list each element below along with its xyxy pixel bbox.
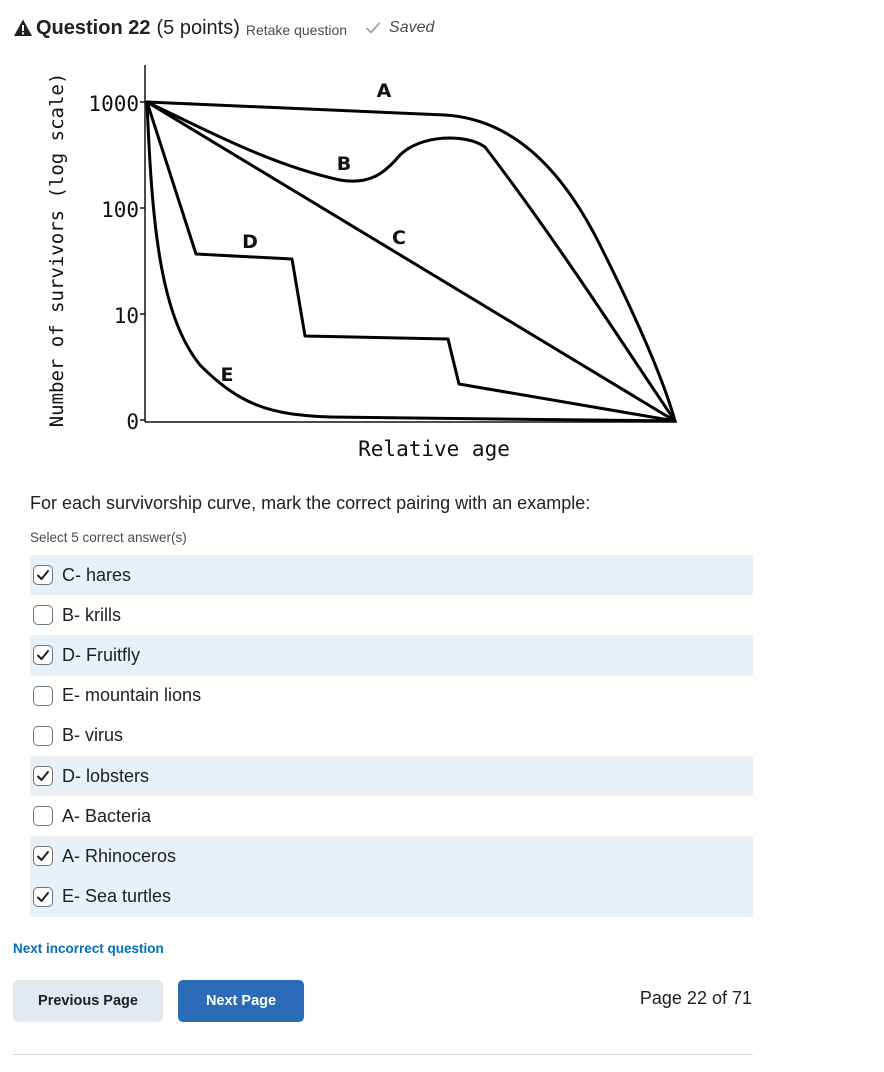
checkbox[interactable] — [33, 846, 53, 866]
checkbox[interactable] — [33, 806, 53, 826]
checkmark-icon — [36, 769, 50, 783]
question-header — [13, 14, 434, 42]
answer-options — [30, 555, 753, 917]
curve-label-d: D — [242, 231, 258, 253]
answer-option-label: D- Fruitfly — [62, 644, 140, 665]
curve-labels — [221, 80, 406, 386]
answer-option-label: A- Rhinoceros — [62, 845, 177, 866]
answer-option-label: A- Bacteria — [62, 805, 152, 826]
curve-label-e: E — [220, 364, 234, 386]
warning-triangle-icon — [13, 18, 33, 38]
y-axis-label: Number of survivors (log scale) — [46, 72, 68, 428]
answer-option-label: E- Sea turtles — [62, 886, 172, 907]
answer-option-label: C- hares — [62, 564, 132, 585]
answer-option[interactable] — [30, 716, 753, 756]
checkmark-icon — [36, 849, 50, 863]
checkbox[interactable] — [33, 766, 53, 786]
curve-label-a: A — [376, 80, 392, 102]
answer-option[interactable] — [30, 676, 753, 716]
y-tick-label: 100 — [101, 198, 139, 222]
y-tick-label: 0 — [126, 410, 139, 434]
curve-label-b: B — [336, 153, 352, 175]
curve-label-c: C — [392, 227, 406, 249]
checkbox[interactable] — [33, 887, 53, 907]
answer-option-label: D- lobsters — [62, 765, 150, 786]
x-axis-label: Relative age — [358, 437, 510, 461]
answer-option[interactable] — [30, 836, 753, 876]
checkbox[interactable] — [33, 645, 53, 665]
next-incorrect-question-link[interactable]: Next incorrect question — [13, 941, 164, 956]
survivorship-curve-figure — [0, 55, 700, 475]
previous-page-button[interactable]: Previous Page — [13, 980, 163, 1022]
answer-option-label: B- virus — [62, 725, 124, 746]
y-ticks — [88, 92, 139, 434]
checkmark-icon — [36, 648, 50, 662]
question-prompt: For each survivorship curve, mark the correct pairing with an example: — [30, 493, 591, 513]
checkbox[interactable] — [33, 726, 53, 746]
answer-option[interactable] — [30, 595, 753, 635]
answer-option-label: B- krills — [62, 604, 121, 625]
checkbox[interactable] — [33, 565, 53, 585]
answer-instruction: Select 5 correct answer(s) — [30, 530, 187, 545]
page-indicator: Page 22 of 71 — [639, 988, 752, 1008]
question-title: Question 22 — [36, 16, 151, 39]
y-tick-label: 10 — [113, 304, 139, 328]
answer-option[interactable] — [30, 635, 753, 675]
answer-option[interactable] — [30, 555, 753, 595]
answer-option-label: E- mountain lions — [62, 685, 202, 706]
checkmark-icon — [36, 890, 50, 904]
y-tick-label: 1000 — [88, 92, 139, 116]
question-points: (5 points) — [156, 16, 240, 39]
next-page-button[interactable]: Next Page — [178, 980, 304, 1022]
checkmark-icon — [36, 568, 50, 582]
retake-question-link[interactable]: Retake question — [245, 21, 348, 38]
saved-status: Saved — [389, 19, 435, 36]
checkbox[interactable] — [33, 686, 53, 706]
answer-option[interactable] — [30, 796, 753, 836]
checkmark-icon — [365, 20, 381, 36]
checkbox[interactable] — [33, 605, 53, 625]
answer-option[interactable] — [30, 877, 753, 917]
answer-option[interactable] — [30, 756, 753, 796]
footer-divider — [13, 1054, 753, 1055]
